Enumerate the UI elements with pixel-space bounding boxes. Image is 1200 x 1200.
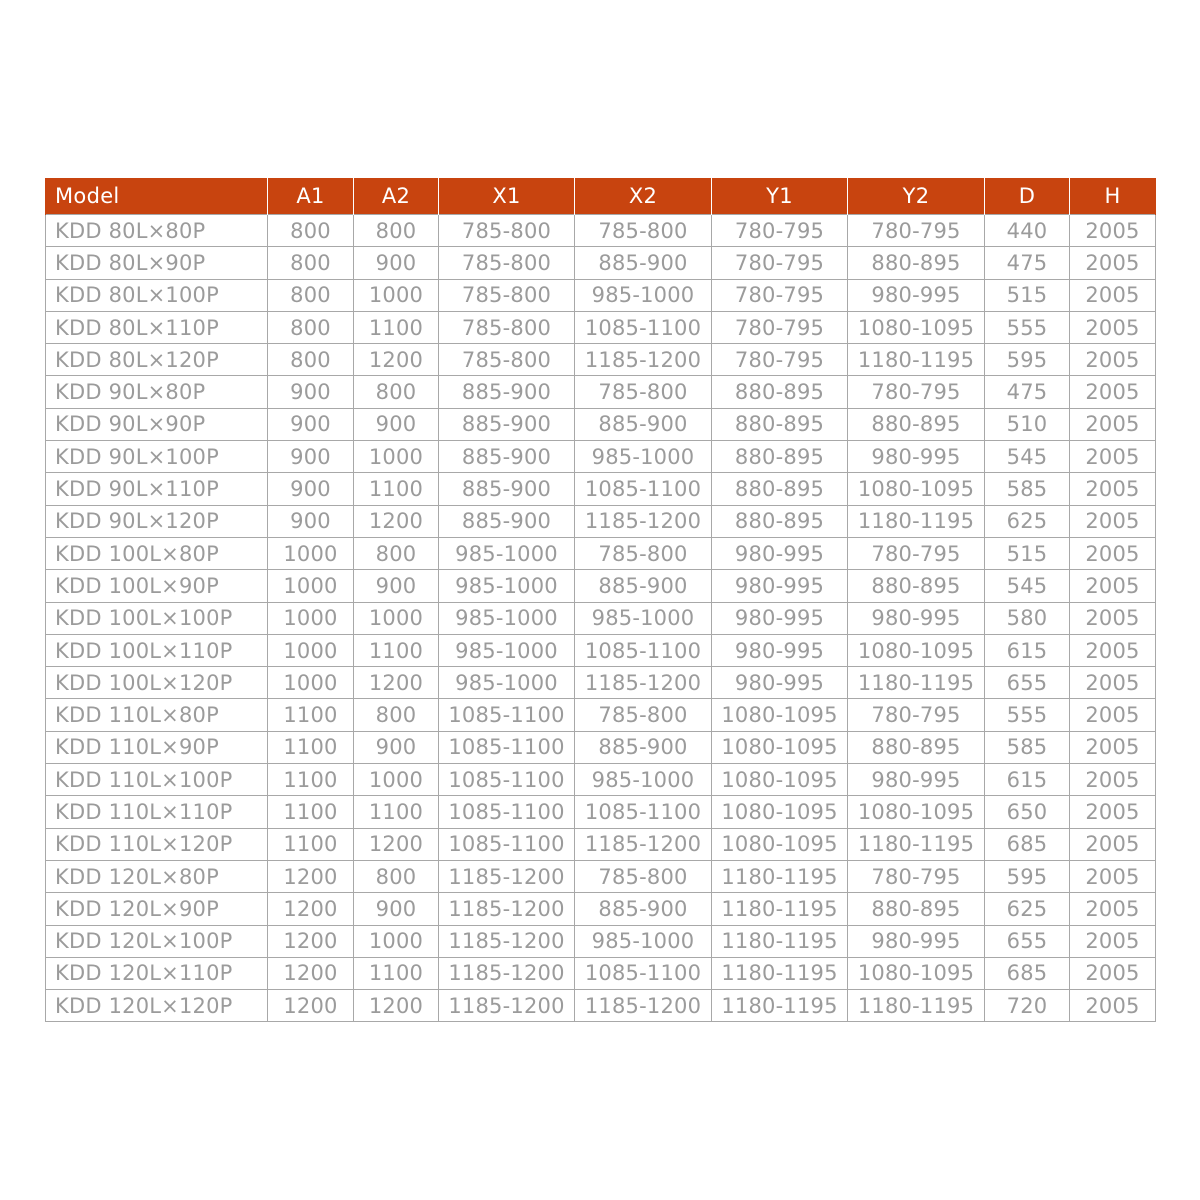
cell-d: 615 bbox=[985, 634, 1070, 666]
cell-y2: 1180-1195 bbox=[848, 505, 985, 537]
dimensions-table-container bbox=[45, 178, 1155, 1022]
cell-a1: 900 bbox=[268, 473, 354, 505]
cell-h: 2005 bbox=[1070, 570, 1156, 602]
table-row bbox=[46, 925, 1156, 957]
cell-h: 2005 bbox=[1070, 247, 1156, 279]
cell-a2: 900 bbox=[354, 731, 439, 763]
cell-y1: 1080-1095 bbox=[712, 796, 848, 828]
cell-d: 720 bbox=[985, 990, 1070, 1022]
cell-d: 650 bbox=[985, 796, 1070, 828]
cell-d: 625 bbox=[985, 505, 1070, 537]
cell-a2: 900 bbox=[354, 408, 439, 440]
cell-a1: 1200 bbox=[268, 957, 354, 989]
cell-a2: 1200 bbox=[354, 990, 439, 1022]
cell-y2: 980-995 bbox=[848, 441, 985, 473]
cell-d: 685 bbox=[985, 957, 1070, 989]
cell-x2: 1185-1200 bbox=[575, 667, 712, 699]
cell-model: KDD 110L×80P bbox=[46, 699, 268, 731]
cell-y2: 980-995 bbox=[848, 279, 985, 311]
table-row bbox=[46, 957, 1156, 989]
cell-h: 2005 bbox=[1070, 957, 1156, 989]
header-x1: X1 bbox=[439, 178, 575, 215]
cell-a1: 1000 bbox=[268, 667, 354, 699]
cell-y2: 780-795 bbox=[848, 699, 985, 731]
cell-model: KDD 120L×90P bbox=[46, 893, 268, 925]
cell-y1: 980-995 bbox=[712, 537, 848, 569]
cell-x1: 785-800 bbox=[439, 279, 575, 311]
cell-x1: 1185-1200 bbox=[439, 893, 575, 925]
header-a2: A2 bbox=[354, 178, 439, 215]
cell-a1: 1200 bbox=[268, 860, 354, 892]
cell-a1: 1000 bbox=[268, 634, 354, 666]
cell-a2: 900 bbox=[354, 570, 439, 602]
cell-x1: 1085-1100 bbox=[439, 796, 575, 828]
cell-y2: 880-895 bbox=[848, 570, 985, 602]
header-y1: Y1 bbox=[712, 178, 848, 215]
cell-a1: 1000 bbox=[268, 602, 354, 634]
table-row bbox=[46, 215, 1156, 247]
cell-x1: 985-1000 bbox=[439, 537, 575, 569]
cell-y1: 1180-1195 bbox=[712, 990, 848, 1022]
cell-x2: 785-800 bbox=[575, 376, 712, 408]
cell-model: KDD 110L×110P bbox=[46, 796, 268, 828]
cell-x2: 885-900 bbox=[575, 570, 712, 602]
cell-h: 2005 bbox=[1070, 860, 1156, 892]
table-row bbox=[46, 828, 1156, 860]
cell-d: 475 bbox=[985, 247, 1070, 279]
cell-d: 595 bbox=[985, 860, 1070, 892]
cell-h: 2005 bbox=[1070, 990, 1156, 1022]
cell-model: KDD 120L×100P bbox=[46, 925, 268, 957]
cell-x2: 1185-1200 bbox=[575, 828, 712, 860]
cell-a2: 1100 bbox=[354, 796, 439, 828]
cell-x2: 885-900 bbox=[575, 408, 712, 440]
cell-y2: 1080-1095 bbox=[848, 957, 985, 989]
header-row bbox=[46, 178, 1156, 215]
cell-a1: 900 bbox=[268, 376, 354, 408]
cell-y2: 880-895 bbox=[848, 247, 985, 279]
cell-h: 2005 bbox=[1070, 699, 1156, 731]
cell-y2: 780-795 bbox=[848, 376, 985, 408]
table-row bbox=[46, 893, 1156, 925]
cell-a1: 1100 bbox=[268, 828, 354, 860]
cell-y2: 1180-1195 bbox=[848, 828, 985, 860]
cell-y1: 1080-1095 bbox=[712, 828, 848, 860]
cell-h: 2005 bbox=[1070, 634, 1156, 666]
table-row bbox=[46, 699, 1156, 731]
cell-x1: 785-800 bbox=[439, 344, 575, 376]
cell-y2: 880-895 bbox=[848, 893, 985, 925]
table-header bbox=[46, 178, 1156, 215]
cell-a2: 1100 bbox=[354, 634, 439, 666]
cell-a2: 1100 bbox=[354, 473, 439, 505]
cell-y2: 1180-1195 bbox=[848, 990, 985, 1022]
cell-a1: 800 bbox=[268, 279, 354, 311]
cell-a1: 1100 bbox=[268, 699, 354, 731]
cell-a2: 800 bbox=[354, 537, 439, 569]
cell-d: 655 bbox=[985, 667, 1070, 699]
cell-x1: 1085-1100 bbox=[439, 699, 575, 731]
cell-x2: 885-900 bbox=[575, 731, 712, 763]
cell-y2: 1080-1095 bbox=[848, 634, 985, 666]
cell-x1: 985-1000 bbox=[439, 570, 575, 602]
cell-h: 2005 bbox=[1070, 376, 1156, 408]
cell-y2: 1080-1095 bbox=[848, 473, 985, 505]
cell-y1: 780-795 bbox=[712, 279, 848, 311]
cell-model: KDD 80L×120P bbox=[46, 344, 268, 376]
table-row bbox=[46, 376, 1156, 408]
cell-model: KDD 80L×90P bbox=[46, 247, 268, 279]
cell-a2: 1200 bbox=[354, 505, 439, 537]
cell-a1: 900 bbox=[268, 505, 354, 537]
table-row bbox=[46, 602, 1156, 634]
cell-x1: 1185-1200 bbox=[439, 925, 575, 957]
cell-model: KDD 100L×90P bbox=[46, 570, 268, 602]
cell-h: 2005 bbox=[1070, 925, 1156, 957]
cell-d: 585 bbox=[985, 473, 1070, 505]
cell-a1: 1100 bbox=[268, 764, 354, 796]
cell-x1: 1085-1100 bbox=[439, 828, 575, 860]
cell-x1: 1185-1200 bbox=[439, 990, 575, 1022]
cell-h: 2005 bbox=[1070, 441, 1156, 473]
cell-h: 2005 bbox=[1070, 537, 1156, 569]
cell-a1: 1000 bbox=[268, 537, 354, 569]
table-row bbox=[46, 247, 1156, 279]
cell-a1: 1100 bbox=[268, 796, 354, 828]
cell-y1: 1180-1195 bbox=[712, 957, 848, 989]
table-body bbox=[46, 215, 1156, 1022]
cell-model: KDD 90L×120P bbox=[46, 505, 268, 537]
table-row bbox=[46, 634, 1156, 666]
cell-x2: 785-800 bbox=[575, 537, 712, 569]
cell-y2: 780-795 bbox=[848, 215, 985, 247]
cell-h: 2005 bbox=[1070, 279, 1156, 311]
cell-model: KDD 90L×90P bbox=[46, 408, 268, 440]
cell-y1: 880-895 bbox=[712, 473, 848, 505]
cell-d: 615 bbox=[985, 764, 1070, 796]
cell-y2: 980-995 bbox=[848, 602, 985, 634]
cell-x2: 985-1000 bbox=[575, 764, 712, 796]
cell-h: 2005 bbox=[1070, 828, 1156, 860]
cell-a2: 1000 bbox=[354, 925, 439, 957]
header-d: D bbox=[985, 178, 1070, 215]
cell-h: 2005 bbox=[1070, 764, 1156, 796]
cell-d: 655 bbox=[985, 925, 1070, 957]
cell-d: 625 bbox=[985, 893, 1070, 925]
cell-y1: 880-895 bbox=[712, 505, 848, 537]
cell-y2: 1180-1195 bbox=[848, 344, 985, 376]
cell-a2: 1000 bbox=[354, 602, 439, 634]
cell-d: 515 bbox=[985, 537, 1070, 569]
table-row bbox=[46, 408, 1156, 440]
cell-x1: 985-1000 bbox=[439, 602, 575, 634]
cell-y1: 880-895 bbox=[712, 376, 848, 408]
cell-x1: 885-900 bbox=[439, 408, 575, 440]
cell-a2: 800 bbox=[354, 376, 439, 408]
cell-y1: 980-995 bbox=[712, 570, 848, 602]
cell-x1: 1085-1100 bbox=[439, 731, 575, 763]
cell-x2: 985-1000 bbox=[575, 925, 712, 957]
cell-d: 515 bbox=[985, 279, 1070, 311]
cell-model: KDD 80L×80P bbox=[46, 215, 268, 247]
cell-y1: 780-795 bbox=[712, 311, 848, 343]
table-row bbox=[46, 344, 1156, 376]
cell-x2: 1085-1100 bbox=[575, 796, 712, 828]
cell-x2: 985-1000 bbox=[575, 602, 712, 634]
cell-x2: 1085-1100 bbox=[575, 634, 712, 666]
table-row bbox=[46, 279, 1156, 311]
cell-a1: 1200 bbox=[268, 990, 354, 1022]
cell-h: 2005 bbox=[1070, 796, 1156, 828]
cell-h: 2005 bbox=[1070, 215, 1156, 247]
table-row bbox=[46, 537, 1156, 569]
cell-a2: 800 bbox=[354, 215, 439, 247]
table-row bbox=[46, 311, 1156, 343]
header-model: Model bbox=[46, 178, 268, 215]
header-y2: Y2 bbox=[848, 178, 985, 215]
cell-x1: 985-1000 bbox=[439, 667, 575, 699]
cell-y1: 1180-1195 bbox=[712, 893, 848, 925]
cell-a2: 1100 bbox=[354, 957, 439, 989]
cell-a1: 1200 bbox=[268, 893, 354, 925]
cell-x1: 885-900 bbox=[439, 376, 575, 408]
cell-y2: 1180-1195 bbox=[848, 667, 985, 699]
cell-d: 475 bbox=[985, 376, 1070, 408]
cell-model: KDD 120L×110P bbox=[46, 957, 268, 989]
cell-model: KDD 110L×100P bbox=[46, 764, 268, 796]
cell-y1: 780-795 bbox=[712, 215, 848, 247]
cell-model: KDD 80L×110P bbox=[46, 311, 268, 343]
cell-h: 2005 bbox=[1070, 893, 1156, 925]
cell-model: KDD 90L×100P bbox=[46, 441, 268, 473]
cell-d: 555 bbox=[985, 311, 1070, 343]
cell-x1: 785-800 bbox=[439, 247, 575, 279]
header-x2: X2 bbox=[575, 178, 712, 215]
cell-x2: 1085-1100 bbox=[575, 311, 712, 343]
cell-d: 440 bbox=[985, 215, 1070, 247]
cell-y1: 780-795 bbox=[712, 344, 848, 376]
cell-d: 585 bbox=[985, 731, 1070, 763]
cell-y1: 980-995 bbox=[712, 602, 848, 634]
cell-a2: 1100 bbox=[354, 311, 439, 343]
cell-a1: 800 bbox=[268, 247, 354, 279]
cell-a2: 1200 bbox=[354, 828, 439, 860]
cell-y1: 1080-1095 bbox=[712, 764, 848, 796]
cell-x2: 985-1000 bbox=[575, 441, 712, 473]
cell-a1: 900 bbox=[268, 441, 354, 473]
cell-a2: 800 bbox=[354, 699, 439, 731]
cell-model: KDD 100L×80P bbox=[46, 537, 268, 569]
table-row bbox=[46, 441, 1156, 473]
cell-x1: 1085-1100 bbox=[439, 764, 575, 796]
cell-x2: 885-900 bbox=[575, 247, 712, 279]
table-row bbox=[46, 990, 1156, 1022]
cell-x1: 885-900 bbox=[439, 473, 575, 505]
cell-a2: 1200 bbox=[354, 667, 439, 699]
cell-y1: 1180-1195 bbox=[712, 860, 848, 892]
cell-model: KDD 80L×100P bbox=[46, 279, 268, 311]
cell-y2: 880-895 bbox=[848, 731, 985, 763]
cell-model: KDD 120L×80P bbox=[46, 860, 268, 892]
cell-d: 545 bbox=[985, 570, 1070, 602]
cell-a1: 1200 bbox=[268, 925, 354, 957]
cell-y2: 780-795 bbox=[848, 537, 985, 569]
cell-model: KDD 90L×110P bbox=[46, 473, 268, 505]
cell-x2: 1185-1200 bbox=[575, 505, 712, 537]
header-a1: A1 bbox=[268, 178, 354, 215]
cell-x1: 985-1000 bbox=[439, 634, 575, 666]
cell-y1: 880-895 bbox=[712, 441, 848, 473]
cell-d: 685 bbox=[985, 828, 1070, 860]
cell-a1: 900 bbox=[268, 408, 354, 440]
cell-d: 545 bbox=[985, 441, 1070, 473]
cell-a1: 1100 bbox=[268, 731, 354, 763]
cell-d: 580 bbox=[985, 602, 1070, 634]
cell-a1: 800 bbox=[268, 215, 354, 247]
cell-x2: 1185-1200 bbox=[575, 344, 712, 376]
cell-x1: 785-800 bbox=[439, 215, 575, 247]
cell-h: 2005 bbox=[1070, 311, 1156, 343]
cell-a2: 1200 bbox=[354, 344, 439, 376]
cell-a1: 800 bbox=[268, 344, 354, 376]
cell-model: KDD 100L×100P bbox=[46, 602, 268, 634]
cell-y2: 980-995 bbox=[848, 925, 985, 957]
cell-y1: 880-895 bbox=[712, 408, 848, 440]
table-row bbox=[46, 764, 1156, 796]
cell-h: 2005 bbox=[1070, 731, 1156, 763]
cell-x2: 785-800 bbox=[575, 699, 712, 731]
cell-a2: 1000 bbox=[354, 441, 439, 473]
cell-model: KDD 100L×120P bbox=[46, 667, 268, 699]
cell-model: KDD 90L×80P bbox=[46, 376, 268, 408]
cell-y1: 1080-1095 bbox=[712, 731, 848, 763]
cell-x2: 985-1000 bbox=[575, 279, 712, 311]
cell-x2: 1185-1200 bbox=[575, 990, 712, 1022]
cell-y1: 980-995 bbox=[712, 634, 848, 666]
cell-x1: 885-900 bbox=[439, 505, 575, 537]
cell-x2: 785-800 bbox=[575, 215, 712, 247]
cell-h: 2005 bbox=[1070, 473, 1156, 505]
cell-a1: 1000 bbox=[268, 570, 354, 602]
cell-y1: 1080-1095 bbox=[712, 699, 848, 731]
table-row bbox=[46, 731, 1156, 763]
cell-x1: 785-800 bbox=[439, 311, 575, 343]
header-h: H bbox=[1070, 178, 1156, 215]
cell-d: 595 bbox=[985, 344, 1070, 376]
cell-a2: 900 bbox=[354, 893, 439, 925]
cell-x2: 1085-1100 bbox=[575, 473, 712, 505]
cell-y2: 780-795 bbox=[848, 860, 985, 892]
cell-d: 510 bbox=[985, 408, 1070, 440]
cell-h: 2005 bbox=[1070, 505, 1156, 537]
cell-y2: 1080-1095 bbox=[848, 796, 985, 828]
table-row bbox=[46, 796, 1156, 828]
table-row bbox=[46, 473, 1156, 505]
cell-x2: 1085-1100 bbox=[575, 957, 712, 989]
cell-a2: 900 bbox=[354, 247, 439, 279]
cell-x1: 1185-1200 bbox=[439, 860, 575, 892]
cell-y1: 1180-1195 bbox=[712, 925, 848, 957]
table-row bbox=[46, 667, 1156, 699]
cell-d: 555 bbox=[985, 699, 1070, 731]
cell-x1: 1185-1200 bbox=[439, 957, 575, 989]
cell-model: KDD 110L×120P bbox=[46, 828, 268, 860]
cell-h: 2005 bbox=[1070, 602, 1156, 634]
cell-x2: 885-900 bbox=[575, 893, 712, 925]
table-row bbox=[46, 505, 1156, 537]
cell-a2: 1000 bbox=[354, 764, 439, 796]
cell-a2: 1000 bbox=[354, 279, 439, 311]
cell-y1: 780-795 bbox=[712, 247, 848, 279]
cell-h: 2005 bbox=[1070, 344, 1156, 376]
cell-a1: 800 bbox=[268, 311, 354, 343]
cell-a2: 800 bbox=[354, 860, 439, 892]
cell-h: 2005 bbox=[1070, 408, 1156, 440]
cell-x2: 785-800 bbox=[575, 860, 712, 892]
cell-h: 2005 bbox=[1070, 667, 1156, 699]
table-row bbox=[46, 860, 1156, 892]
cell-y2: 880-895 bbox=[848, 408, 985, 440]
cell-model: KDD 110L×90P bbox=[46, 731, 268, 763]
cell-y2: 980-995 bbox=[848, 764, 985, 796]
cell-model: KDD 100L×110P bbox=[46, 634, 268, 666]
cell-y1: 980-995 bbox=[712, 667, 848, 699]
cell-y2: 1080-1095 bbox=[848, 311, 985, 343]
dimensions-table bbox=[45, 178, 1156, 1022]
cell-x1: 885-900 bbox=[439, 441, 575, 473]
table-row bbox=[46, 570, 1156, 602]
cell-model: KDD 120L×120P bbox=[46, 990, 268, 1022]
